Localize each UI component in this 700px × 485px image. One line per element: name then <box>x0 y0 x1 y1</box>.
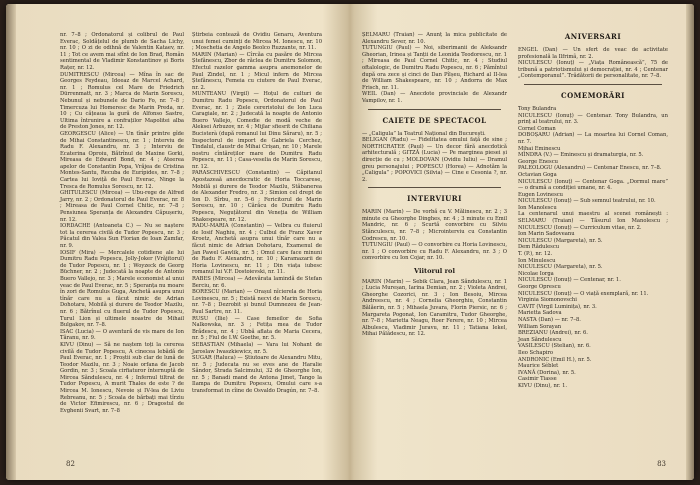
bibliography-entry: NICULESCU (Margareta), nr. 5. <box>518 237 603 244</box>
left-column-2 <box>192 32 322 395</box>
bibliography-entry: — „Caligula” la Teatrul Național din București. <box>362 130 486 137</box>
right-page <box>350 4 694 480</box>
bibliography-entry: ISAC (Lucia) — O aventură de vis mare de Ion Tăranu, nr. 9. <box>60 328 184 342</box>
section-divider <box>368 109 501 110</box>
bibliography-entry: Știrbeia contează de Ovidiu Genaru, Aventura unui femei cuminți de Mircea M. Ionescu, nr. 10 ; Moschetia de Angelo Beolco Ruzzante, nr. 11. <box>192 32 322 52</box>
right-column-1 <box>362 32 507 338</box>
bibliography-entry: Dem Rădulescu <box>518 244 560 251</box>
page-number-left: 82 <box>66 460 75 468</box>
bibliography-entry: NICULESCU (Ionuț) — Sub semnul teatrului, nr. 10. <box>518 198 656 205</box>
section-divider <box>368 187 501 188</box>
bibliography-entry: DOBOȘARU (Adrian) — La moartea lui Cornel Coman, nr. 7. <box>518 132 668 145</box>
bibliography-entry: Virginia Siomonovschi <box>518 297 577 304</box>
bibliography-entry: Jean Săndulescu <box>518 336 562 343</box>
bibliography-entry: NASTA (Dan) — nr. 7–8. <box>518 316 581 323</box>
bibliography-entry: RADU-MARIA (Constantin) — Velbra cu fluierul de Iosif Naghiu, nr. 4 ; Culbul de Franz Xaver Kroetz, Anchetă asupra unui tînăr care nu a făcut nimic de Adrian Dohotaru, Examenul de Jan Pawel Gawlik, nr. 5 ; Omul care face minuni de Radu F. Alexandru, nr. 10 ; Karamazarii de Horia Lovinescu, nr. 11 ; Din viața iubesc romanul lui V.F. Dostoievski, nr. 11. <box>192 223 322 276</box>
bibliography-entry: TUTUNGIU (Paul) — O convorbire cu Horia Lovinescu, nr. 1 ; O convorbire cu Radu F. Alexandru, nr. 3 ; O convorbire cu Ion Cojar, nr. 10. <box>362 242 507 262</box>
bibliography-entry: BELIGAN (Radu) — Fidelitatea omului față de sine ; NORTHCRATEE (Paul) — Un decor fără anecdotică arhitecturală ; GITZĂ (Lucia) — Pe marginea piesei și direcție de cu ; MOLDOVAN (Ovidiu Iuliu) — Dramul greu personajului ; POPESCU (Horea) — Adnotăm la „Caligula” ; POPOVICI (Silvia) — Cine e Cesonia ?, nr. 2. <box>362 137 507 183</box>
right-column-2 <box>518 32 668 390</box>
bibliography-entry: VASILESCU (Stelian), nr. 6. <box>518 343 591 350</box>
bibliography-entry: Maurice Séblet <box>518 363 559 370</box>
bibliography-entry: BREZIANU (Andrei), nr. 6. <box>518 330 588 337</box>
bibliography-entry: BORESCU (Marian) — Orașul nîcierela de Horia Lovinescu, nr. 5 ; Există necvi de Marin Sorescu, nr. 7–8 ; Dezrobit și bunul Dumnezeu de Jean-Paul Sartre, nr. 11. <box>192 289 322 315</box>
open-book <box>6 4 694 480</box>
page-number-right: 83 <box>657 460 666 468</box>
bibliography-entry: WEIL (Dan) — Anecdote provinciale de Alexandr Vampilov, nr. 1. <box>362 91 507 104</box>
bibliography-entry: PARASCHIVESCU (Constantin) — Căpitanul Apostazeaă anecdocratic de Horia Toccarese, Mobilă și durere de Teodor Mazilu, Stăbanerea de Alexander Fredro, nr. 3 ; Simion cel drept de Ion D. Sîrbu, nr. 5–6 ; Fericitorul de Marin Sorescu, nr. 10 ; Cărăcu de Dumitru Radu Popescu, Neguțătorul din Veneția de William Shakespeare, nr. 12. <box>192 170 322 223</box>
bibliography-entry: Marietta Sadova <box>518 310 562 317</box>
bibliography-entry: IORDACHE (Antoaneta C.) — Nu se naștere tot la cererea civilă de Tudor Popescu, nr. 3 ; Păcatul din Valea Sun Florian de Ioan Zamfar, nr. 9. <box>60 223 184 249</box>
bibliography-entry: NICULESCU (Ionuț) — Centenar, nr. 1. <box>518 277 621 284</box>
bibliography-entry: T. (P.), nr. 12. <box>518 251 553 258</box>
caiete-entries <box>362 131 507 184</box>
bibliography-entry: IOSIF (Mira) — Mercalele cotidiene ale lui Dumitru Radu Popescu, Jolly-Joker (Vrăjitorul) de Tudor Popescu, nr. 1 ; Woyzeck de Georg Büchner, nr. 2 ; Judecată la noapte de Antonio Buero Vallejo, nr. 3 ; Marele economist al unui veac de Paul Everac, nr. 5 ; Speranța nu moare în zori de Romulus Guga, Anchetă asupra unui tînăr care nu a făcut nimic de Adrian Dohotaru, Mobilă și durere de Teodor Mazilu, nr. 6 ; Bătrînul cu fluerul de Tudor Popescu, Turul Lion și ultimele noastre de Mihail Bulgakov, nr. 7–8. <box>60 249 184 329</box>
bibliography-entry: Mihai Eminescu <box>518 145 561 152</box>
section-title-comemorari: COMEMORĂRI <box>561 90 625 100</box>
bibliography-entry: William Sorayan <box>518 323 562 330</box>
bibliography-entry: Ion Manolescu <box>518 204 557 211</box>
bibliography-entry: NICULESCU (Ionuț) — „Viața Românească”, 75 de tribună a patriotismului și democrației, nr. 4 ; Centenar „Contemporanul”. Trădătorii de personalitate, nr. 7–8. <box>518 60 668 80</box>
bibliography-entry: SUGAR (Raluca) — Știutoare de Alexandru Mitu, nr. 5 ; Judecata nu se eves ane de Haralie Săndor, Strada Salcimului, 32 de Gheorghe Ion, nr. 5 ; Banadi mand de Antona Jimet, Tango la Ilampa de Dumitru Popescu, Omului care s-a transformat in cîine de Osvaldo Dragún, nr. 7–8. <box>192 355 322 395</box>
bibliography-entry: MUNTEANU (Virgil) — Hoțul de culturi de Dumitru Radu Popescu, Ordonatorul de Paul Everac, nr. 1 ; Ziele cereristolui de Ion Luca Caragiale, nr. 2 ; Judecată la noapte de Antonio Buero Vallejo, Comedie de modă veche de Aleksei Arbuzov, nr. 4 ; Mijlar sfiesrit de Chiliana Bucisterà (după romanul lui Dinu Săraru), nr. 5 ; Inspectorul de import de Gabriela Cerchez, Tindalul, claustr de Mihai Crișan, nr. 10 ; Marele nostru cîntăreților mare de Dumitru Radu Popescu, nr. 11 ; Casa-veselia de Marin Sorescu, nr. 12. <box>192 91 322 170</box>
bibliography-entry: ȘELMARU (Traian) — Anunț la mica publicitate de Alexandru Sever, nr. 10. <box>362 32 507 45</box>
bibliography-entry: TUTUNGIU (Paul) — Noi, siberimanii de Aleksandr Gheorian, Irinea și Tanții de Leonida Teodorescu, nr. 1 ; Mireasa de Paul Cornel Chitic, nr. 4 ; Studiul oftalologic, de Dumitru Radu Popescu, nr. 6 ; Pămîntul după ora zece și cinci de Dan Pîlșeu, Richard al II-lea de William Shakespeare, nr. 10 ; Andorra de Max Frisch, nr. 11. <box>362 45 507 91</box>
bibliography-entry: ENGEL (Dan) — Un sfert de veac de activitate profesională la Ilfrimã, nr. 2. <box>518 47 668 60</box>
bibliography-entry: RUSU (Ilie) — Case femeilor de Sofia Nalkowska, nr. 3 ; Fetița mea de Tudor Brădescu, nr. 4 ; Ubbă aflata de Maria Cecera, nr. 5 ; Fiul de I.W. Goethe, nr. 5. <box>192 315 322 342</box>
bibliography-entry: ANDRONIC (Emil H.), nr. 5. <box>518 356 592 363</box>
bibliography-entry: Ileo Schapiro <box>518 349 554 356</box>
bibliography-entry: PALEOLOGU (Alexandru) — Centenar Enescu, nr. 7–8. <box>518 165 662 172</box>
bibliography-entry: MARIN (Marin) — De vorbă cu V. Mălinescu, nr. 2 ; 3 minute cu Gheorghe Dinghes, nr. 4 ; 3 minute cu Emil Mandric, nr. 6 ; Scurtă convorbire cu Silviu Stănculescu, nr. 7–8 ; Microinterviu cu Constantin Codrescu, nr. 10. <box>362 209 507 242</box>
section-title-interviuri: INTERVIURI <box>407 194 462 204</box>
bibliography-entry: CAVIT (Virgil Luminița), nr. 3. <box>518 303 597 310</box>
bibliography-entry: MARIN (Marian) — Cîrcăa cu pasăre de Mircea Ștefănescu, Zbor de răclea de Dumitru Solomon, Efectul razelor gamma asupra anemonelor de Paul Zindel, nr. 1 ; Micul infern de Mircea Ștefănescu, Femeia cu ciutere de Paul Everac, nr. 2. <box>192 51 322 91</box>
bibliography-entry: NICULESCU (Ionuț) — Centenar. Tony Bulandra, un prinț al teatrului, nr. 3. <box>518 112 668 126</box>
bibliography-entry: MÎNDRA (V.) — Eminescu și dramaturgia, nr. 5. <box>518 152 644 159</box>
bibliography-entry: La centenarul unui maestru al scenei românești : SELMARU (Traian) — Tăsurul Ion Manolescu ; NICULESCU (Ionuț) — Curriculum vitae, nr. 2. <box>518 211 668 231</box>
section-title-aniversari: ANIVERSARI <box>564 32 622 41</box>
bibliography-entry: GEORGESCU (Alice) — Un tînăr printre gîde de Mihai Constantinescu, nr. 1 ; Interviu de Radu F. Alexandru, nr. 3 ; Interviu de Ecaterina Oproiu, Bătrînul de Maxine Gorki, Mireasa de Edward Bond, nr. 4 ; Ateerea apelor de Constantin Popa, Vrăjea de Cristina Montes-Santu, Recuba de Eurípides, nr. 7–8 ; Cartea lui Ioviță de Paul Everac, Ninge la Tresca de Romulus Sorescu, nr. 12. <box>60 130 184 190</box>
bibliography-entry: George Oprescu <box>518 284 561 290</box>
bibliography-entry: NICULESCU (Margareta), nr. 5. <box>518 264 603 271</box>
bibliography-entry: MARIN (Marin) — Sebik Clara, Jean Săndulescu, nr. 1 ; Lucia Mureșan, Iarina Demian, nr. 2 ; Violeta Andrei, Gheorghe Cozorici, nr. 3 ; Ion Besoiu, Mircea Andreescu, nr. 4 ; Cornelia Gheorghiu, Constantin Bălăerin, nr. 5 ; Mihaela Juvara, Florin Piersic, nr. 6 ; Margareta Pogonat, Ion Caramitru, Tudor Gheorghe, nr. 7–8 ; Marietta Neagu, Roer Ferere, nr. 10 ; Mircea Albulescu, Vladimir Juravu, nr. 11 ; Tatiana Iekel, Mihai Pălădescu, nr. 12. <box>362 278 507 338</box>
bibliography-entry: Nicolae Iorga <box>518 270 554 277</box>
bibliography-entry: DUMITRESCU (Mircea) — Mîna în sac de Georges Feydeau, Ideeaz de Marcel Achard, nr. 1 ; Romulus cel Mare de Friedrich Dürrenmatt, nr. 3 ; Marca de Marin Sorescu, Nebunul și nebunele de Dario Fo, nr. 7–8 ; Timercuza lui Homeresc de Marin Preda, nr. 10 ; Cu cățeaua la gură de Alfonso Sastre, Ultima întrunire a confraților Mapolitei alba de Preston Jones, nr. 12. <box>60 71 184 131</box>
bibliography-entry: Octavian Goga <box>518 171 557 178</box>
bibliography-entry: KIVU (Dinu), nr. 1. <box>518 382 568 389</box>
bibliography-entry: GHITULESCU (Mircea) — Ubu-rege de Alfred Jarry, nr. 2 ; Ordonatorul de Paul Everac, nr. 8 ; Mireasa de Paul Cornel Chitic, nr. 7–8 ; Pensiunea Speranța de Alexandru Căpușeriu, nr. 12. <box>60 190 184 223</box>
bibliography-entry: IVANĂ (Dorina), nr. 5. <box>518 369 576 376</box>
aniversari-entries <box>518 47 668 80</box>
section-divider <box>524 84 662 85</box>
viitorul-entries <box>362 279 507 338</box>
bibliography-entry: RABES (Mircea) — Adevărata lamindă de Stefan Berciu, nr. 6. <box>192 275 322 289</box>
critic-entries-continued <box>362 32 507 105</box>
bibliography-entry: nr. 7–8 ; Ordonatorul și colibrul de Paul Everac, Soldățelul de plumb de Sacha Lichy, nr. 10 ; O zi de odihnă de Valentin Kataev, nr. 11 ; Tot ce avem mai sfînt de Ion Brad, Român sentimental de Vladimir Konstantinov și Boris Rațer, nr. 12. <box>60 32 184 71</box>
bibliography-entry: Tony Bulandra <box>518 105 557 112</box>
left-page <box>6 4 350 480</box>
bibliography-entry: NICULESCU (Ionuț) — Centenar Goga. „Dormul mare” — o dramă a condiției umane, nr. 4. <box>518 178 668 192</box>
bibliography-entry: NICULESCU (Ionuț) — O viață exemplară, nr. 11. <box>518 290 649 297</box>
bibliography-entry: Ion Marin Sadoveanu <box>518 231 575 238</box>
section-title-caiete: CAIETE DE SPECTACOL <box>382 115 487 125</box>
comemorari-entries <box>518 106 668 390</box>
bibliography-entry: Ion Minulescu <box>518 257 556 264</box>
left-column-1 <box>60 32 184 414</box>
bibliography-entry: Casimir Tiasse <box>518 376 557 383</box>
bibliography-entry: Cornel Coman <box>518 125 556 132</box>
bibliography-entry: George Enescu <box>518 158 558 165</box>
bibliography-entry: Eugen Lovinescu <box>518 191 563 198</box>
bibliography-entry: KIVU (Dinu) — Să ne naștem toți la cererea civilă de Tudor Popescu, A cinecea lebădă de Paul Everac, nr. 1 ; Proștii sub clar de lună de Teodor Mazilu, nr. 3 ; Noaie orfana de Jacob Gordin, nr. 3 ; Scoala cirfiaturor înternuptă de Mircea Săndulescu, nr. 4 ; Infernul tiltrat de Tudor Popescu, A murit Thales de este ? de Mircea M. Ionescu, Nevoie și IV-lea de Liviu Rebreanu, nr. 5 ; Scoala de bărbați mai tîrziu de Victor Efimirescu, nr. 6 ; Dragostul de Evghenii Svart, nr. 7–8 <box>60 341 184 414</box>
subsection-title-viitorul-rol: Viitorul rol <box>414 267 455 276</box>
interviuri-entries <box>362 209 507 262</box>
bibliography-entry: SEBASTIAN (Mihaela) — Vara lui Nohant de Jaroslaw Iwaszkiewicz, nr. 5. <box>192 341 322 355</box>
